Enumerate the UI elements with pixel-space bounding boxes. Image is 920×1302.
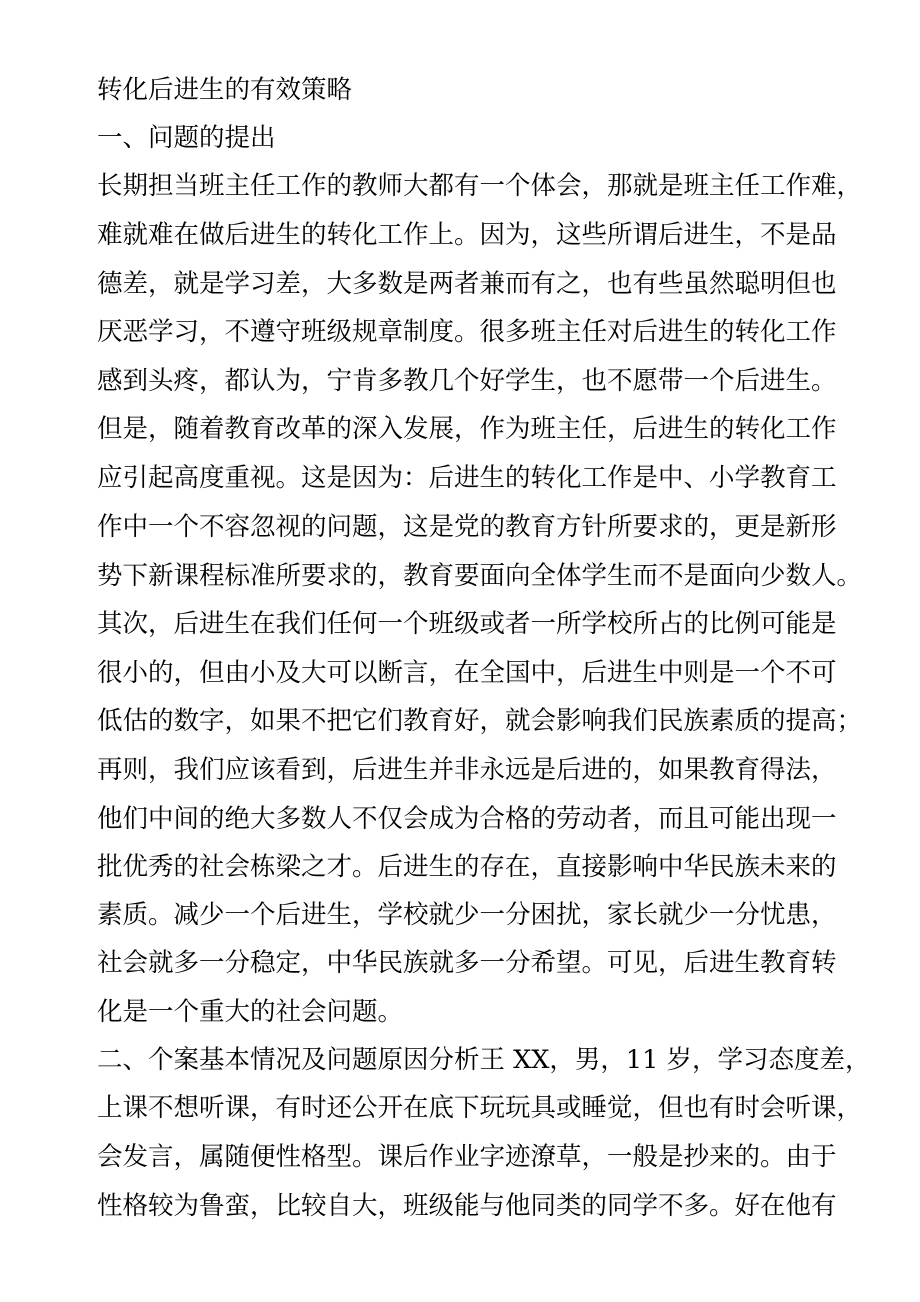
body-line-13: 再则，我们应该看到，后进生并非永远是后进的，如果教育得法， [97, 755, 837, 785]
body-line-14: 他们中间的绝大多数人不仅会成为合格的劳动者，而且可能出现一 [97, 804, 837, 834]
body-line-10: 其次，后进生在我们任何一个班级或者一所学校所占的比例可能是 [97, 609, 837, 639]
body-line-8: 作中一个不容忽视的问题，这是党的教育方针所要求的，更是新形 [97, 512, 837, 542]
body-line-16: 素质。减少一个后进生，学校就少一分困扰，家长就少一分忧患， [97, 900, 837, 930]
body-line-21: 会发言，属随便性格型。课后作业字迹潦草，一般是抄来的。由于 [97, 1142, 837, 1172]
body-line-4: 厌恶学习，不遵守班级规章制度。很多班主任对后进生的转化工作 [97, 317, 837, 347]
body-line-3: 德差，就是学习差，大多数是两者兼而有之，也有些虽然聪明但也 [97, 269, 837, 299]
section-heading-1: 一、问题的提出 [97, 123, 276, 153]
body-line-17: 社会就多一分稳定，中华民族就多一分希望。可见，后进生教育转 [97, 948, 837, 978]
body-line-19: 二、个案基本情况及问题原因分析王 XX，男，11 岁，学习态度差， [97, 1045, 871, 1075]
body-line-7: 应引起高度重视。这是因为：后进生的转化工作是中、小学教育工 [97, 463, 837, 493]
body-line-1: 长期担当班主任工作的教师大都有一个体会，那就是班主任工作难， [97, 171, 863, 201]
body-line-18: 化是一个重大的社会问题。 [97, 997, 404, 1027]
body-line-15: 批优秀的社会栋梁之才。后进生的存在，直接影响中华民族未来的 [97, 852, 837, 882]
document-title: 转化后进生的有效策略 [97, 75, 353, 105]
body-line-2: 难就难在做后进生的转化工作上。因为，这些所谓后进生，不是品 [97, 220, 837, 250]
body-line-5: 感到头疼，都认为，宁肯多教几个好学生，也不愿带一个后进生。 [97, 366, 837, 396]
body-line-9: 势下新课程标准所要求的，教育要面向全体学生而不是面向少数人。 [97, 561, 863, 591]
body-line-22: 性格较为鲁蛮，比较自大，班级能与他同类的同学不多。好在他有 [97, 1191, 837, 1221]
body-line-11: 很小的，但由小及大可以断言，在全国中，后进生中则是一个不可 [97, 658, 837, 688]
body-line-12: 低估的数字，如果不把它们教育好，就会影响我们民族素质的提高； [97, 706, 863, 736]
body-line-20: 上课不想听课，有时还公开在底下玩玩具或睡觉，但也有时会听课， [97, 1093, 863, 1123]
body-line-6: 但是，随着教育改革的深入发展，作为班主任，后进生的转化工作 [97, 414, 837, 444]
